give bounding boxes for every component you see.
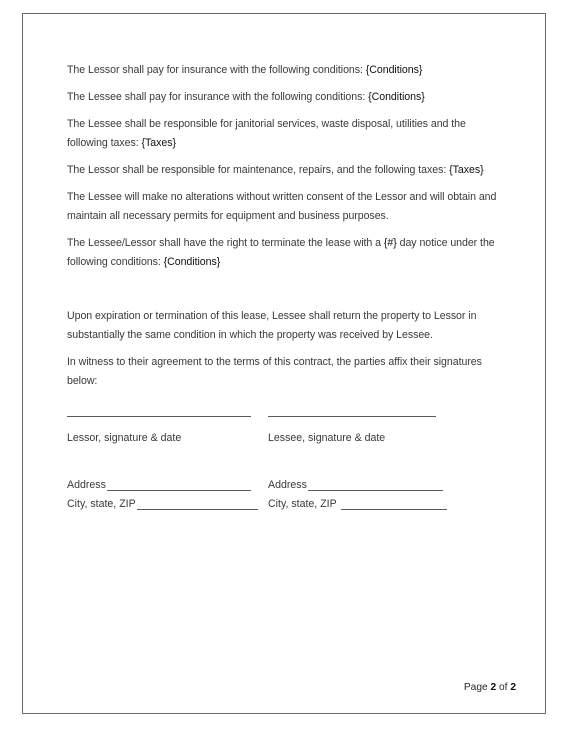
of-word: of <box>496 682 511 693</box>
paragraph-text: The Lessee/Lessor shall have the right to terminate the lease with a <box>67 237 384 249</box>
lessor-city-field[interactable] <box>67 498 258 510</box>
address-label: Address <box>268 479 307 491</box>
document-page <box>22 13 546 714</box>
city-blank[interactable] <box>341 498 447 510</box>
lessor-address-field[interactable] <box>67 479 251 491</box>
paragraph-text: The Lessee shall be responsible for janitorial services, waste disposal, utilities and the following taxes: <box>67 118 466 149</box>
lessee-signature-label: Lessee, signature & date <box>268 432 386 444</box>
placeholder-conditions: {Conditions} <box>368 91 425 103</box>
section-spacer <box>67 280 503 307</box>
city-blank[interactable] <box>137 498 258 510</box>
paragraph-lessor-insurance <box>67 61 503 80</box>
paragraph-text: day notice under the following conditions: <box>67 237 495 268</box>
lessee-signature-line[interactable] <box>268 416 436 417</box>
page-number <box>464 682 516 693</box>
paragraph-termination <box>67 234 503 272</box>
current-page: 2 <box>490 682 497 693</box>
placeholder-taxes: {Taxes} <box>141 137 176 149</box>
paragraph-alterations <box>67 188 503 226</box>
paragraph-lessee-insurance <box>67 88 503 107</box>
paragraph-text: The Lessee will make no alterations without written consent of the Lessor and will obtain and maintain all necessary permits for equipment and business purposes. <box>67 191 497 222</box>
paragraph-lessor-maintenance <box>67 161 503 180</box>
address-label: Address <box>67 479 106 491</box>
total-pages: 2 <box>510 682 516 693</box>
lessor-signature-line[interactable] <box>67 416 251 417</box>
placeholder-conditions: {Conditions} <box>365 64 423 76</box>
paragraph-text: The Lessor shall be responsible for maintenance, repairs, and the following taxes: <box>67 164 450 176</box>
placeholder-days: {#} <box>383 237 397 249</box>
document-body <box>67 61 503 399</box>
city-label: City, state, ZIP <box>268 498 337 510</box>
address-blank[interactable] <box>308 479 443 491</box>
lessee-city-field[interactable] <box>268 498 447 510</box>
page-word: Page <box>463 682 491 693</box>
address-blank[interactable] <box>107 479 251 491</box>
lessee-address-field[interactable] <box>268 479 443 491</box>
paragraph-witness: In witness to their agreement to the terms of this contract, the parties affix their signatures below: <box>67 356 482 387</box>
paragraph-text: The Lessee shall pay for insurance with the following conditions: <box>67 91 369 103</box>
placeholder-conditions: {Conditions} <box>163 256 221 268</box>
paragraph-text: The Lessor shall pay for insurance with the following conditions: <box>67 64 366 76</box>
city-label: City, state, ZIP <box>67 498 136 510</box>
paragraph-lessee-services <box>67 115 503 153</box>
paragraph-expiration: Upon expiration or termination of this lease, Lessee shall return the property to Lessor in substantially the same condition in which the property was received by Lessee. <box>67 310 477 341</box>
placeholder-taxes: {Taxes} <box>449 164 484 176</box>
lessor-signature-label: Lessor, signature & date <box>67 432 182 444</box>
